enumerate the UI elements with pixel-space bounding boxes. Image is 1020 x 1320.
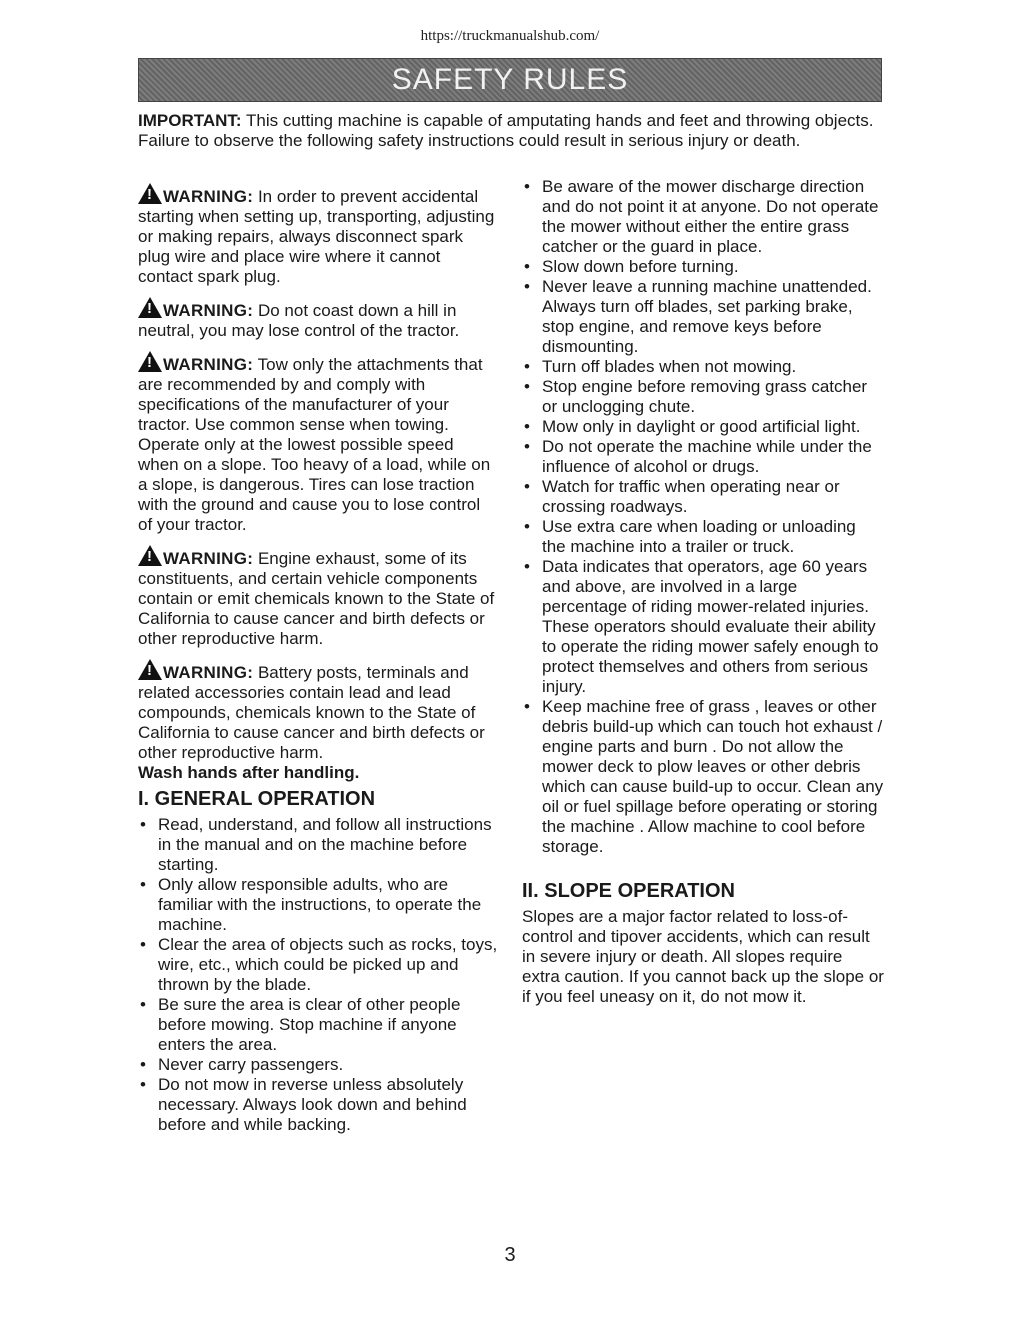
warning-triangle-icon: [138, 659, 162, 680]
important-notice: [138, 111, 882, 151]
general-operation-list: [138, 815, 498, 1135]
important-text: This cutting machine is capable of amputating hands and feet and throwing objects. Failure to observe the following safety instructions could result in serious injury or death.: [138, 111, 874, 150]
warning-triangle-icon: [138, 545, 162, 566]
warning-label: WARNING:: [163, 549, 254, 568]
list-item: • Do not mow in reverse unless absolutely necessary. Always look down and behind before and while backing.: [138, 1075, 498, 1135]
warning-block: [138, 351, 498, 535]
section-banner: [138, 58, 882, 102]
general-operation-list-continued: [522, 177, 884, 857]
list-item: • Watch for traffic when operating near or crossing roadways.: [522, 477, 884, 517]
warning-text: Tow only the attachments that are recommended by and comply with specifications of the manufacturer of your tractor. Use common sense when towing. Operate only at the lowest possible speed when on a slope. Too heavy of a load, while on a slope, is dangerous. Tires can lose traction with the ground and cause you to lose control of your tractor.: [138, 355, 491, 534]
list-item: • Use extra care when loading or unloading the machine into a trailer or truck.: [522, 517, 884, 557]
list-item: • Keep machine free of grass , leaves or other debris build-up which can touch hot exhaust / engine parts and burn . Do not allow the mower deck to plow leaves or other debris which can cause build-up to occur. Clean any oil or fuel spillage before operating or storing the machine . Allow machine to cool before storage.: [522, 697, 884, 857]
warning-label: WARNING:: [163, 301, 254, 320]
warning-triangle-icon: [138, 183, 162, 204]
warning-label: WARNING:: [163, 355, 254, 374]
list-item: • Be aware of the mower discharge direction and do not point it at anyone. Do not operate the mower without either the entire grass catcher or the guard in place.: [522, 177, 884, 257]
list-item: • Data indicates that operators, age 60 years and above, are involved in a large percentage of riding mower-related injuries. These operators should evaluate their ability to operate the riding mower safely enough to protect themselves and others from serious injury.: [522, 557, 884, 697]
source-url[interactable]: https://truckmanualshub.com/: [420, 28, 600, 44]
list-item: • Never carry passengers.: [138, 1055, 498, 1075]
important-label: IMPORTANT:: [138, 111, 242, 130]
left-column: [138, 183, 498, 1135]
slope-operation-section: [522, 879, 884, 1007]
warning-block: [138, 545, 498, 649]
slope-operation-heading: II. SLOPE OPERATION: [522, 880, 735, 902]
warning-text: Do not coast down a hill in neutral, you may lose control of the tractor.: [138, 301, 460, 340]
list-item: • Mow only in daylight or good artificial light.: [522, 417, 884, 437]
warning-block: [138, 659, 498, 783]
list-item: • Do not operate the machine while under the influence of alcohol or drugs.: [522, 437, 884, 477]
page-number: 3: [504, 1244, 516, 1266]
list-item: • Slow down before turning.: [522, 257, 884, 277]
warning-block: [138, 297, 498, 341]
wash-hands-notice: Wash hands after handling.: [138, 763, 360, 782]
banner-title: SAFETY RULES: [391, 63, 629, 96]
list-item: • Read, understand, and follow all instructions in the manual and on the machine before starting.: [138, 815, 498, 875]
warning-label: WARNING:: [163, 663, 254, 682]
warning-triangle-icon: [138, 351, 162, 372]
list-item: • Clear the area of objects such as rocks, toys, wire, etc., which could be picked up and thrown by the blade.: [138, 935, 498, 995]
list-item: • Stop engine before removing grass catcher or unclogging chute.: [522, 377, 884, 417]
warning-text: In order to prevent accidental starting when setting up, transporting, adjusting or making repairs, always disconnect spark plug wire and place wire where it cannot contact spark plug.: [138, 187, 495, 286]
warning-text: Battery posts, terminals and related accessories contain lead and lead compounds, chemicals known to the State of California to cause cancer and birth defects or other reproductive harm.: [138, 663, 485, 762]
right-column: [522, 177, 884, 1007]
list-item: • Never leave a running machine unattended. Always turn off blades, set parking brake, stop engine, and remove keys before dismounting.: [522, 277, 884, 357]
warning-label: WARNING:: [163, 187, 254, 206]
list-item: • Turn off blades when not mowing.: [522, 357, 884, 377]
warning-triangle-icon: [138, 297, 162, 318]
list-item: • Only allow responsible adults, who are familiar with the instructions, to operate the machine.: [138, 875, 498, 935]
warning-block: [138, 183, 498, 287]
list-item: • Be sure the area is clear of other people before mowing. Stop machine if anyone enters the area.: [138, 995, 498, 1055]
warning-text: Engine exhaust, some of its constituents, and certain vehicle components contain or emit chemicals known to the State of California to cause cancer and birth defects or other reproductive harm.: [138, 549, 495, 648]
general-operation-heading: I. GENERAL OPERATION: [138, 788, 376, 810]
slope-operation-text: Slopes are a major factor related to loss-of-control and tipover accidents, which can result in severe injury or death. All slopes require extra caution. If you cannot back up the slope or if you feel uneasy on it, do not mow it.: [522, 907, 884, 1006]
